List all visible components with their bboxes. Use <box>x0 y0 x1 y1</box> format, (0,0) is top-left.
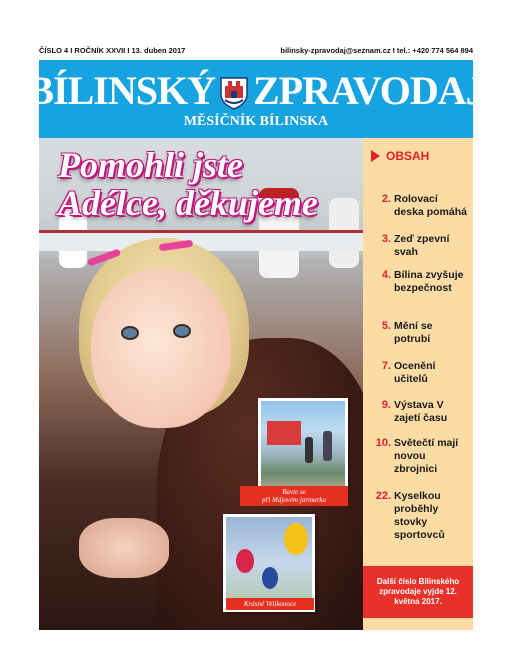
toc-page: 4. <box>381 269 391 281</box>
title-left: BÍLINSKÝ <box>27 67 215 113</box>
person <box>323 431 332 461</box>
toc-page: 5. <box>381 320 391 332</box>
masthead-subtitle: MĚSÍČNÍK BÍLINSKA <box>183 114 329 129</box>
masthead-title <box>27 66 485 114</box>
toc-title: Bílina zvyšuje bezpečnost <box>394 269 464 294</box>
toc-item[interactable] <box>369 437 469 476</box>
inset-photo-fair <box>258 398 348 500</box>
child-face <box>91 268 231 428</box>
caption-line: Bavte se <box>282 488 306 496</box>
child-hand <box>79 518 169 578</box>
easter-egg <box>284 523 308 555</box>
caption-line: při Májovém jarmarku <box>262 496 326 504</box>
toc-title: Zeď zpevní svah <box>394 233 450 258</box>
eye <box>173 324 191 338</box>
toc-page: 10. <box>375 437 391 449</box>
next-issue-note: Další číslo Bílinského zpravodaje vyjde 12. května 2017. <box>363 566 473 618</box>
market-stall <box>267 421 301 445</box>
toc-item[interactable] <box>369 399 469 425</box>
arrow-right-icon <box>371 150 380 162</box>
toc-title: Světečtí mají novou zbrojnici <box>394 437 459 475</box>
toc-item[interactable] <box>369 269 469 295</box>
toc-page: 2. <box>381 193 391 205</box>
easter-egg <box>236 549 254 573</box>
easter-photo <box>226 517 312 609</box>
contents-heading <box>371 149 429 163</box>
contents-sidebar <box>363 138 473 630</box>
fair-photo <box>261 401 345 497</box>
toc-title: Rolovací deska pomáhá <box>394 193 467 218</box>
cover-headline <box>58 146 358 222</box>
toc-page: 7. <box>381 360 391 372</box>
headline-line1: Pomohli jste <box>58 145 244 185</box>
issue-info: ČÍSLO 4 I ROČNÍK XXVII I 13. duben 2017 <box>39 45 186 55</box>
toc-item[interactable] <box>369 320 469 346</box>
eye <box>121 326 139 340</box>
toc-item[interactable] <box>369 360 469 386</box>
inset-caption-easter: Krásné Velikonoce <box>226 598 314 610</box>
easter-egg <box>262 567 278 589</box>
toc-page: 9. <box>381 399 391 411</box>
toc-page: 3. <box>381 233 391 245</box>
person <box>305 437 313 463</box>
toc-title: Ocenění učitelů <box>394 360 436 385</box>
toc-item[interactable] <box>369 490 469 542</box>
contact-info: bilinsky-zpravodaj@seznam.cz I tel.: +420 774 564 894 <box>280 45 473 55</box>
contents-label: OBSAH <box>386 149 430 163</box>
toc-title: Kyselkou proběhly stovky sportovců <box>394 490 445 541</box>
town-crest-icon <box>219 73 249 107</box>
toc-item[interactable] <box>369 193 469 219</box>
toc-title: Mění se potrubí <box>394 320 433 345</box>
issue-info-bar <box>39 44 473 56</box>
toc-page: 22. <box>375 490 391 502</box>
toc-title: Výstava V zajetí času <box>394 399 448 424</box>
inset-caption-fair <box>240 486 348 506</box>
masthead <box>27 60 485 138</box>
title-right: ZPRAVODAJ <box>252 67 485 113</box>
headline-line2: Adélce, děkujeme <box>58 183 318 223</box>
toc-item[interactable] <box>369 233 469 259</box>
